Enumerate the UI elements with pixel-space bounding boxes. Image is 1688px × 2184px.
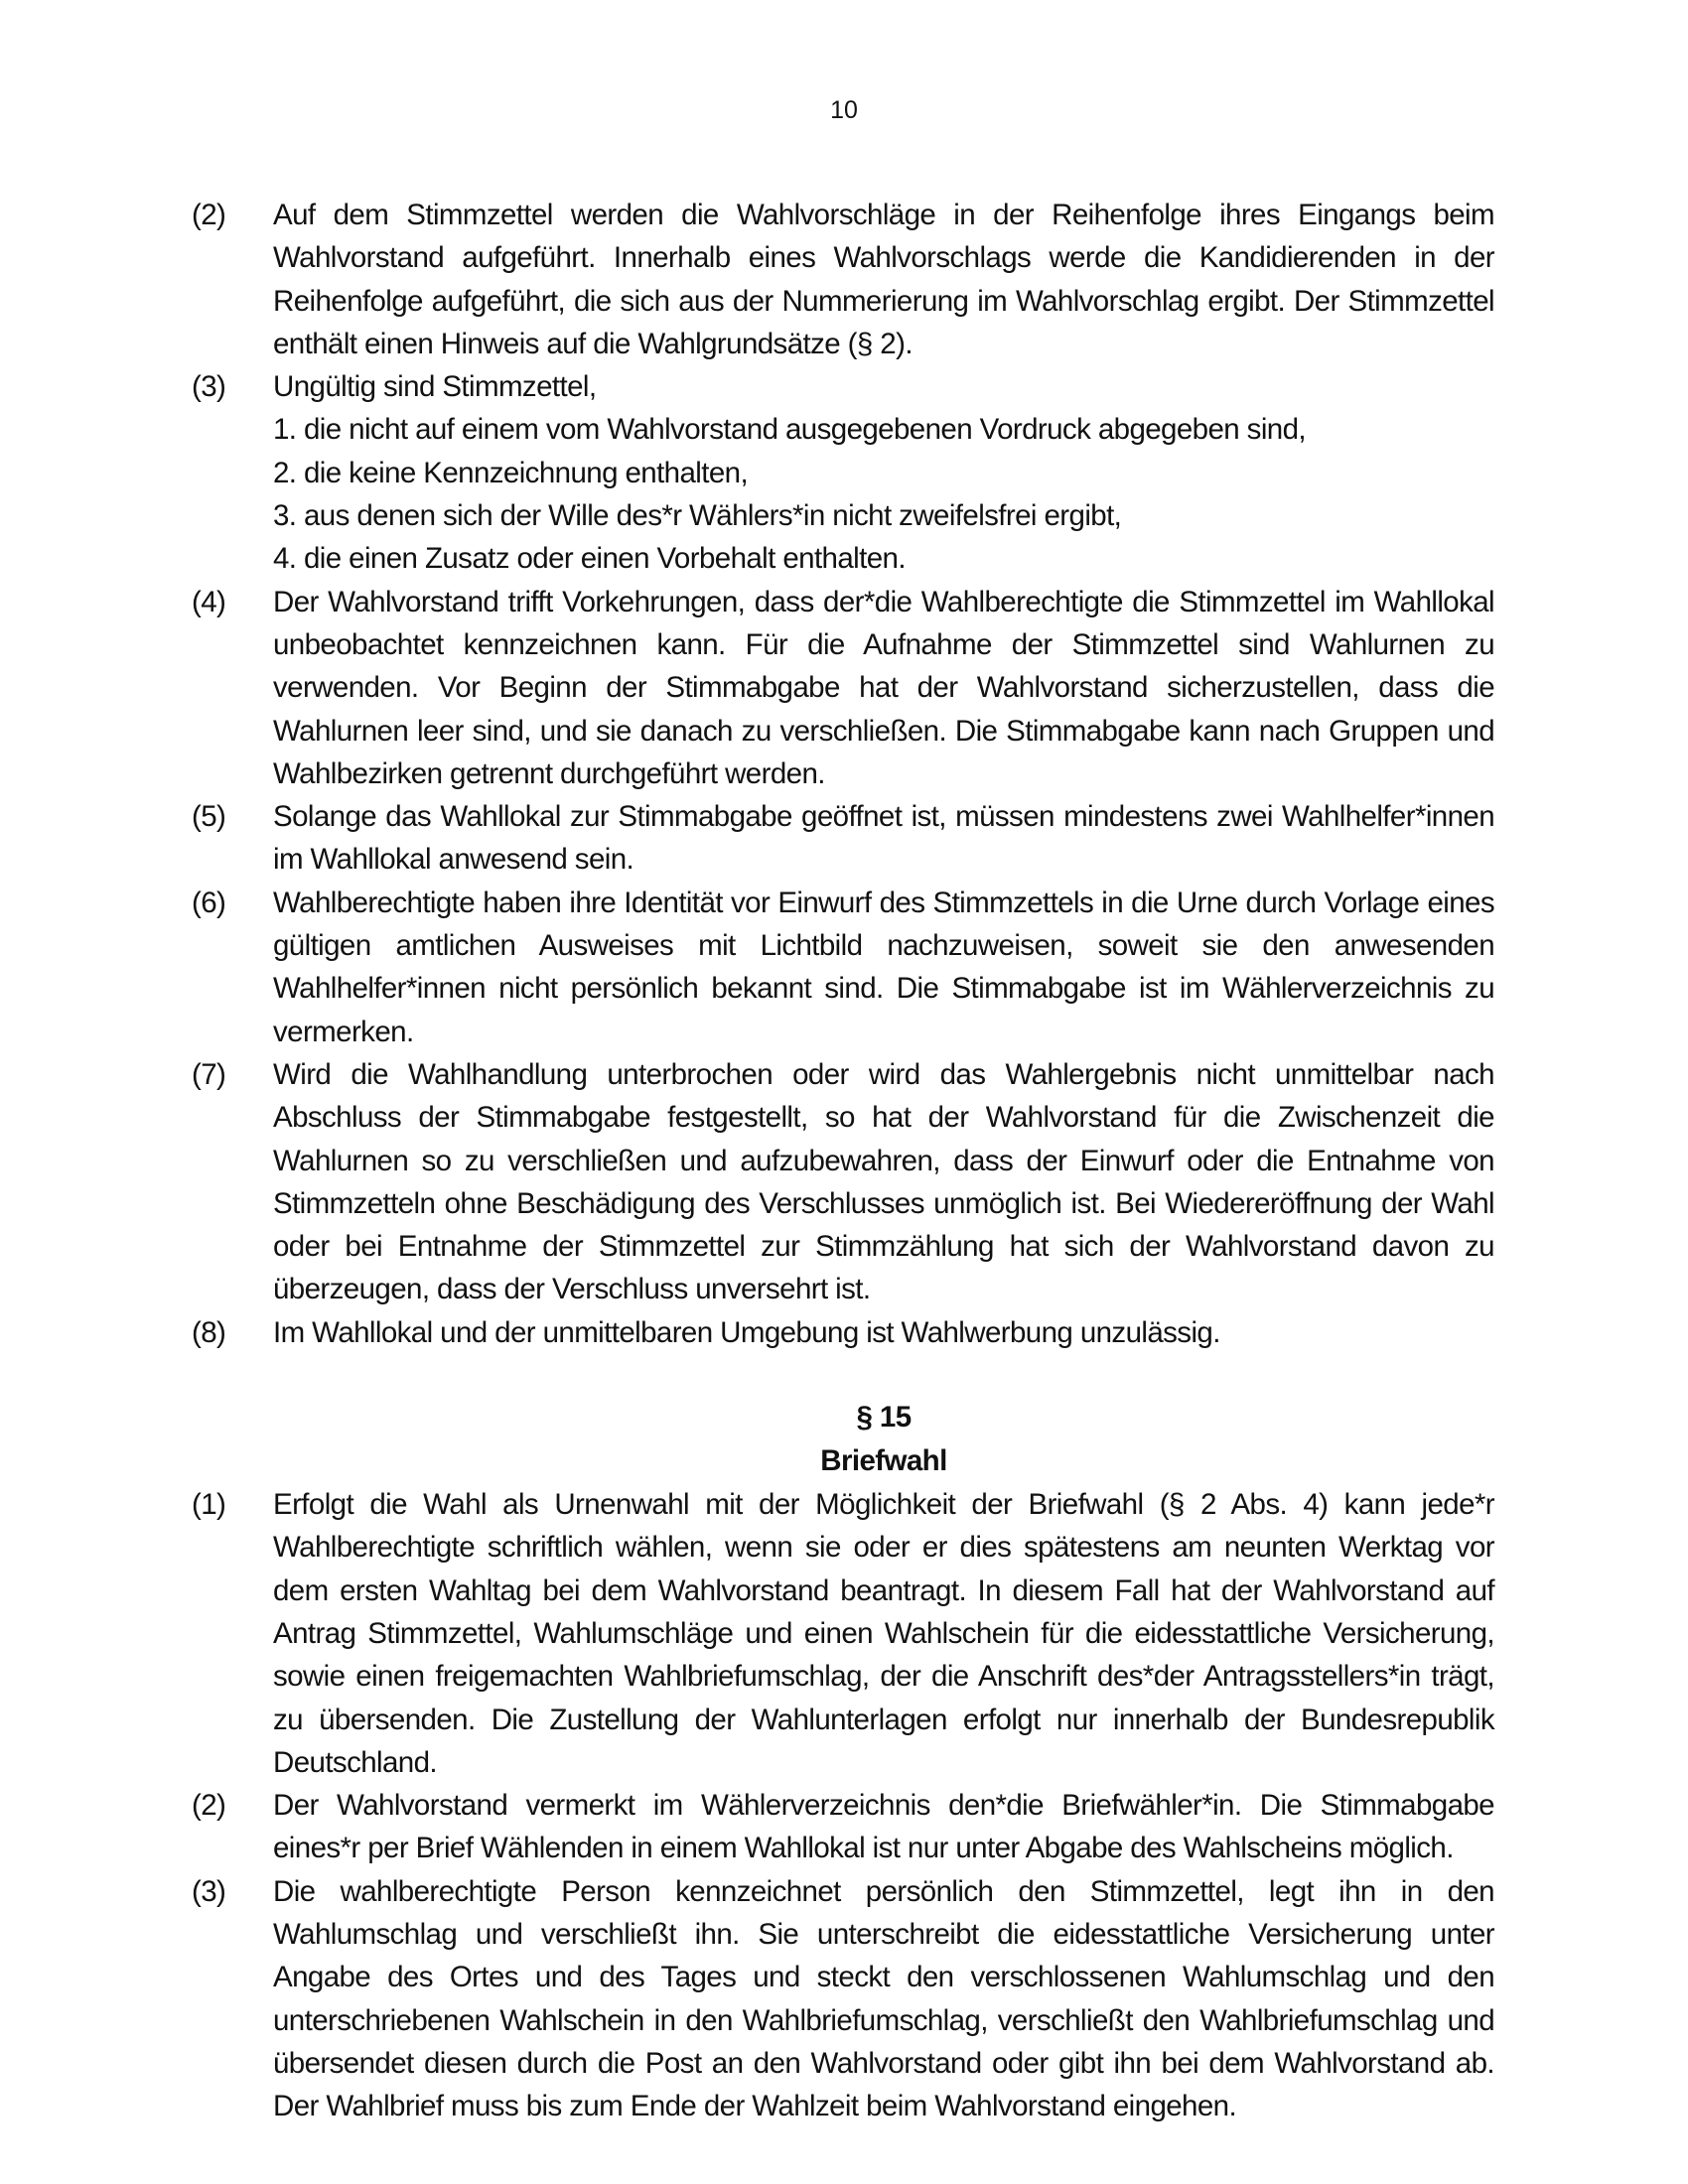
list-item: 4. die einen Zusatz oder einen Vorbehalt enthalten. [273,542,906,576]
paragraph-number: (1) [192,1488,226,1522]
section-number: § 15 [856,1401,912,1434]
section15-paragraph-1 [192,1483,1494,1784]
document-body [192,194,1494,2127]
list-item: 1. die nicht auf einem vom Wahlvorstand ausgegebenen Vordruck abgegeben sind, [273,413,1306,447]
section-heading [273,1396,1494,1483]
section14-paragraph-5 [192,795,1494,882]
page-number: 10 [830,96,858,124]
paragraph-text: Ungültig sind Stimmzettel, [273,370,597,404]
paragraph-text: Die wahlberechtigte Person kennzeichnet persönlich den Stimmzettel, legt ihn in den Wahlumschlag und verschließt ihn. Sie unterschreibt die eidesstattliche Versicherung unter Angabe des Ortes und des Tages und steckt den verschlossenen Wahlumschlag und den unterschriebenen Wahlschein in den Wahlbriefumschlag, verschließt den Wahlbriefumschlag und übersendet diesen durch die Post an den Wahlvorstand oder gibt ihn bei dem Wahlvorstand ab. Der Wahlbrief muss bis zum Ende der Wahlzeit beim Wahlvorstand eingehen. [273,1874,1494,2123]
paragraph-text: Der Wahlvorstand trifft Vorkehrungen, dass der*die Wahlberechtigte die Stimmzettel im Wahllokal unbeobachtet kennzeichnen kann. Für die Aufnahme der Stimmzettel sind Wahlurnen zu verwenden. Vor Beginn der Stimmabgabe hat der Wahlvorstand sicherzustellen, dass die Wahlurnen leer sind, und sie danach zu verschließen. Die Stimmabgabe kann nach Gruppen und Wahlbezirken getrennt durchgeführt werden. [273,585,1494,790]
paragraph-number: (3) [192,1874,226,1908]
section14-paragraph-4 [192,581,1494,795]
paragraph-text: Wird die Wahlhandlung unterbrochen oder wird das Wahlergebnis nicht unmittelbar nach Abschluss der Stimmabgabe festgestellt, so hat der Wahlvorstand für die Zwischenzeit die Wahlurnen so zu verschließen und aufzubewahren, dass der Einwurf oder die Entnahme von Stimmzetteln ohne Beschädigung des Verschlusses unmöglich ist. Bei Wiedereröffnung der Wahl oder bei Entnahme der Stimmzettel zur Stimmzählung hat sich der Wahlvorstand davon zu überzeugen, dass der Verschluss unversehrt ist. [273,1057,1494,1306]
paragraph-number: (6) [192,886,226,919]
section15-paragraph-2 [192,1784,1494,1870]
paragraph-text: Der Wahlvorstand vermerkt im Wählerverzeichnis den*die Briefwähler*in. Die Stimmabgabe eines*r per Brief Wählenden in einem Wahllokal ist nur unter Abgabe des Wahlscheins möglich. [273,1789,1494,1865]
paragraph-body [273,365,1494,580]
list-item: 2. die keine Kennzeichnung enthalten, [273,456,749,489]
paragraph-number: (7) [192,1057,226,1091]
section14-paragraph-3 [192,365,1494,580]
paragraph-number: (2) [192,1789,226,1823]
section14-paragraph-6 [192,882,1494,1053]
paragraph-number: (8) [192,1315,226,1349]
paragraph-text: Wahlberechtigte haben ihre Identität vor Einwurf des Stimmzettels in die Urne durch Vorlage eines gültigen amtlichen Ausweises mit Lichtbild nachzuweisen, soweit sie den anwesenden Wahlhelfer*innen nicht persönlich bekannt sind. Die Stimmabgabe ist im Wählerverzeichnis zu vermerken. [273,886,1494,1048]
paragraph-text: Auf dem Stimmzettel werden die Wahlvorschläge in der Reihenfolge ihres Eingangs beim Wahlvorstand aufgeführt. Innerhalb eines Wahlvorschlags werde die Kandidierenden in der Reihenfolge aufgeführt, die sich aus der Nummerierung im Wahlvorschlag ergibt. Der Stimmzettel enthält einen Hinweis auf die Wahlgrundsätze (§ 2). [273,199,1494,360]
section14-paragraph-8 [192,1311,1494,1354]
section15-paragraph-3 [192,1870,1494,2128]
paragraph-number: (5) [192,800,226,834]
paragraph-text: Erfolgt die Wahl als Urnenwahl mit der Möglichkeit der Briefwahl (§ 2 Abs. 4) kann jede*r Wahlberechtigte schriftlich wählen, wenn sie oder er dies spätestens am neunten Werktag vor dem ersten Wahltag bei dem Wahlvorstand beantragt. In diesem Fall hat der Wahlvorstand auf Antrag Stimmzettel, Wahlumschläge und einen Wahlschein für die eidesstattliche Versicherung, sowie einen freigemachten Wahlbriefumschlag, der die Anschrift des*der Antragsstellers*in trägt, zu übersenden. Die Zustellung der Wahlunterlagen erfolgt nur innerhalb der Bundesrepublik Deutschland. [273,1488,1494,1779]
paragraph-number: (3) [192,370,226,404]
paragraph-number: (2) [192,199,226,231]
paragraph-text: Im Wahllokal und der unmittelbaren Umgebung ist Wahlwerbung unzulässig. [273,1315,1220,1349]
section14-paragraph-2 [192,194,1494,365]
list-item: 3. aus denen sich der Wille des*r Wählers*in nicht zweifelsfrei ergibt, [273,499,1122,533]
paragraph-number: (4) [192,585,226,618]
section14-paragraph-7 [192,1053,1494,1311]
paragraph-text: Solange das Wahllokal zur Stimmabgabe geöffnet ist, müssen mindestens zwei Wahlhelfer*innen im Wahllokal anwesend sein. [273,800,1494,877]
section-title: Briefwahl [820,1444,947,1478]
